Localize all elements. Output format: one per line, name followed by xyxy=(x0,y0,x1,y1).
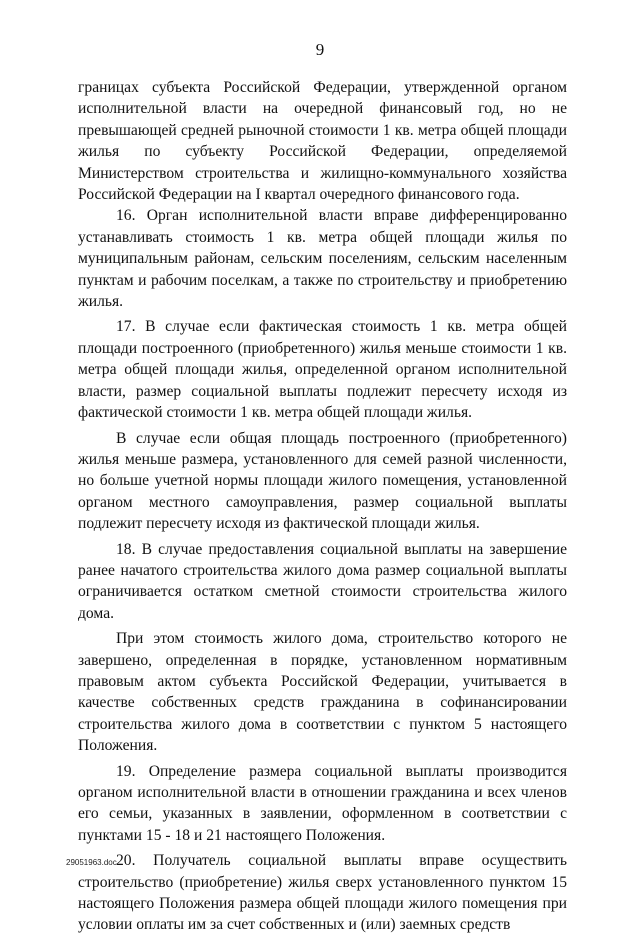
paragraph-continuation: границах субъекта Российской Федерации, утвержденной органом исполнительной власти на очередной финансовый год, но не превышающей средней рыночной стоимости 1 кв. метра общей площади жилья по субъекту Российской Федерации, определяемой Министерством строительства и жилищно-коммунального хозяйства Российской Федерации на I квартал очередного финансового года. xyxy=(78,79,567,204)
paragraph-item-18-second: При этом стоимость жилого дома, строительство которого не завершено, определенная в порядке, установленном нормативным правовым актом субъекта Российской Федерации, учитывается в качестве собственных средств гражданина в софинансировании строительства жилого дома в соответствии с пунктом 5 настоящего Положения. xyxy=(78,630,567,755)
document-body xyxy=(78,77,567,936)
document-filename-footer: 29051963.doc xyxy=(66,858,117,867)
paragraph-item-18: 18. В случае предоставления социальной выплаты на завершение ранее начатого строительства жилого дома размер социальной выплаты ограничивается остатком сметной стоимости строительства жилого дома. xyxy=(78,540,567,622)
paragraph-item-20: 20. Получатель социальной выплаты вправе осуществить строительство (приобретение) жилья сверх установленного пунктом 15 настоящего Положения размера общей площади жилого помещения при условии оплаты им за счет собственных и (или) заемных средств xyxy=(78,852,567,934)
paragraph-item-19: 19. Определение размера социальной выплаты производится органом исполнительной власти в отношении гражданина и всех членов его семьи, указанных в заявлении, оформленном в соответствии с пунктами 15 - 18 и 21 настоящего Положения. xyxy=(78,762,567,844)
paragraph-item-16: 16. Орган исполнительной власти вправе дифференцированно устанавливать стоимость 1 кв. метра общей площади жилья по муниципальным районам, сельским поселениям, сельским населенным пунктам и рабочим поселкам, а также по строительству и приобретению жилья. xyxy=(78,207,567,311)
paragraph-item-17: 17. В случае если фактическая стоимость 1 кв. метра общей площади построенного (приобретенного) жилья меньше стоимости 1 кв. метра общей площади жилья, определенной органом исполнительной власти, размер социальной выплаты подлежит пересчету исходя из фактической стоимости 1 кв. метра общей площади жилья. xyxy=(78,318,567,422)
page-number: 9 xyxy=(315,40,325,59)
paragraph-item-17-second: В случае если общая площадь построенного (приобретенного) жилья меньше размера, установленного для семей разной численности, но больше учетной нормы площади жилого помещения, установленной органом местного самоуправления, размер социальной выплаты подлежит пересчету исходя из фактической площади жилья. xyxy=(78,429,567,533)
